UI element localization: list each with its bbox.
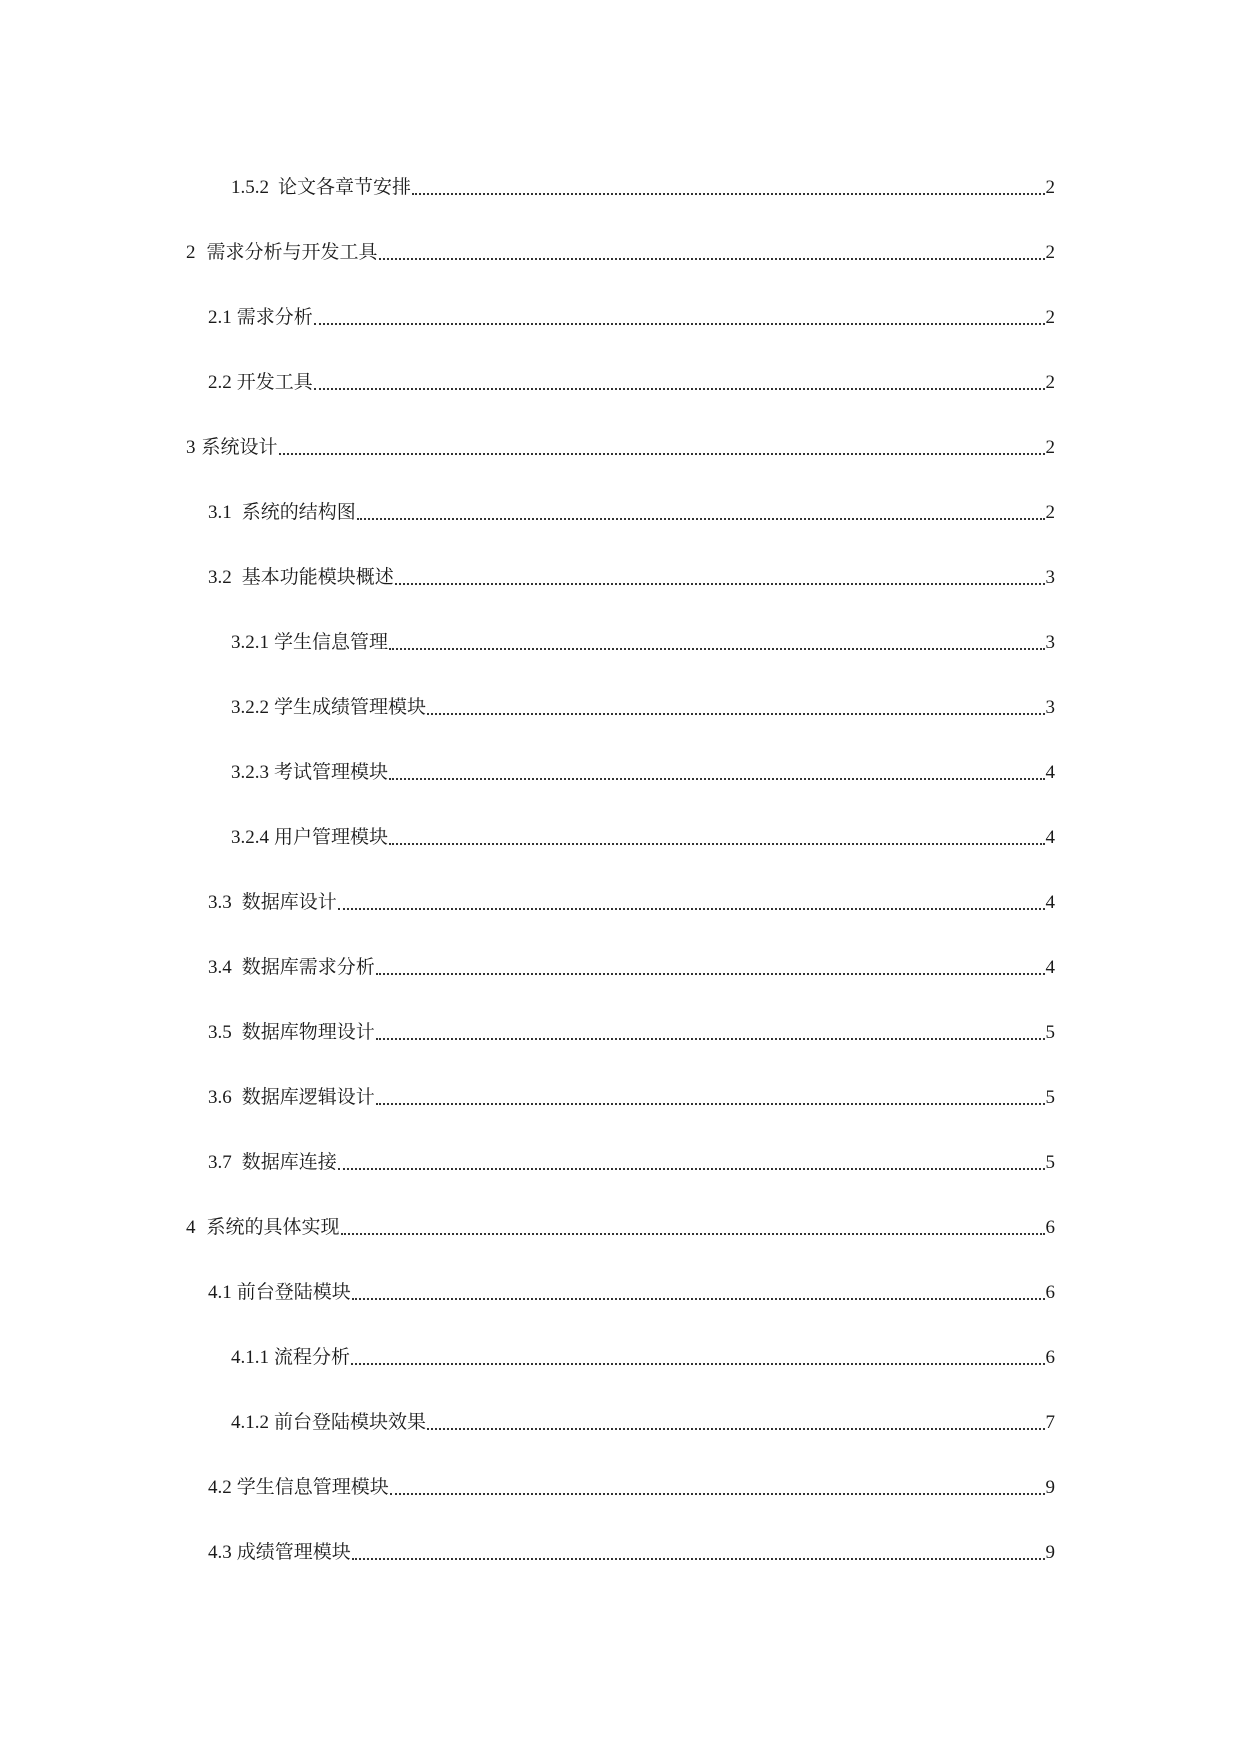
- toc-entry-title: 需求分析与开发工具: [206, 242, 378, 263]
- toc-entry-title: 学生成绩管理模块: [274, 697, 427, 718]
- toc-entry-title: 数据库物理设计: [241, 1022, 375, 1043]
- dot-leader: [376, 969, 1045, 975]
- toc-entry-3-1[interactable]: [208, 494, 1055, 524]
- dot-leader: [376, 1034, 1045, 1040]
- toc-entry-page-number: 2: [1045, 307, 1055, 328]
- toc-entry-4-3[interactable]: [208, 1534, 1055, 1564]
- toc-entry-number: 3.2: [208, 567, 232, 588]
- toc-entry-page-number: 6: [1045, 1347, 1055, 1368]
- toc-entry-page-number: 4: [1045, 957, 1055, 978]
- toc-entry-page-number: 4: [1045, 827, 1055, 848]
- toc-entry-title: 需求分析: [236, 307, 313, 328]
- toc-entry-3[interactable]: [186, 429, 1055, 459]
- toc-entry-page-number: 3: [1045, 632, 1055, 653]
- toc-entry-2-2[interactable]: [208, 364, 1055, 394]
- toc-entry-number: 3.1: [208, 502, 232, 523]
- dot-leader: [338, 1164, 1045, 1170]
- dot-leader: [390, 1489, 1045, 1495]
- toc-entry-number: 3: [186, 437, 196, 458]
- toc-entry-number: 2: [186, 242, 196, 263]
- toc-entry-page-number: 6: [1045, 1282, 1055, 1303]
- toc-entry-page-number: 2: [1045, 437, 1055, 458]
- toc-entry-page-number: 9: [1045, 1542, 1055, 1563]
- toc-entry-title: 数据库连接: [241, 1152, 337, 1173]
- toc-entry-3-5[interactable]: [208, 1014, 1055, 1044]
- toc-entry-page-number: 2: [1045, 502, 1055, 523]
- toc-entry-3-2-1[interactable]: [231, 624, 1055, 654]
- toc-entry-title: 考试管理模块: [274, 762, 389, 783]
- toc-entry-3-2[interactable]: [208, 559, 1055, 589]
- toc-entry-title: 系统的结构图: [241, 502, 356, 523]
- dot-leader: [314, 384, 1045, 390]
- dot-leader: [389, 774, 1044, 780]
- toc-entry-4-1-1[interactable]: [231, 1339, 1055, 1369]
- toc-entry-page-number: 2: [1045, 242, 1055, 263]
- dot-leader: [351, 1359, 1044, 1365]
- toc-entry-title: 数据库逻辑设计: [241, 1087, 375, 1108]
- toc-entry-title: 系统设计: [201, 437, 278, 458]
- toc-entry-3-2-2[interactable]: [231, 689, 1055, 719]
- toc-entry-page-number: 5: [1045, 1087, 1055, 1108]
- toc-entry-title: 数据库设计: [241, 892, 337, 913]
- toc-entry-4-1[interactable]: [208, 1274, 1055, 1304]
- dot-leader: [314, 319, 1045, 325]
- toc-entry-3-6[interactable]: [208, 1079, 1055, 1109]
- toc-entry-number: 3.2.3: [231, 762, 269, 783]
- toc-entry-page-number: 3: [1045, 697, 1055, 718]
- toc-entry-number: 1.5.2: [231, 177, 269, 198]
- dot-leader: [427, 709, 1044, 715]
- toc-entry-number: 2.1: [208, 307, 232, 328]
- toc-entry-page-number: 7: [1045, 1412, 1055, 1433]
- toc-entry-page-number: 2: [1045, 177, 1055, 198]
- toc-entry-1-5-2[interactable]: [231, 169, 1055, 199]
- dot-leader: [352, 1554, 1045, 1560]
- dot-leader: [412, 189, 1044, 195]
- dot-leader: [427, 1424, 1044, 1430]
- toc-entry-number: 3.3: [208, 892, 232, 913]
- dot-leader: [389, 839, 1044, 845]
- toc-entry-title: 系统的具体实现: [206, 1217, 340, 1238]
- toc-entry-number: 3.2.1: [231, 632, 269, 653]
- toc-entry-4-1-2[interactable]: [231, 1404, 1055, 1434]
- toc-entry-title: 论文各章节安排: [278, 177, 412, 198]
- dot-leader: [389, 644, 1044, 650]
- toc-entry-page-number: 4: [1045, 762, 1055, 783]
- dot-leader: [395, 579, 1045, 585]
- toc-entry-number: 4.3: [208, 1542, 232, 1563]
- toc-entry-number: 4: [186, 1217, 196, 1238]
- toc-entry-number: 4.2: [208, 1477, 232, 1498]
- toc-entry-title: 开发工具: [236, 372, 313, 393]
- dot-leader: [338, 904, 1045, 910]
- toc-entry-2[interactable]: [186, 234, 1055, 264]
- dot-leader: [357, 514, 1045, 520]
- dot-leader: [376, 1099, 1045, 1105]
- toc-entry-3-2-3[interactable]: [231, 754, 1055, 784]
- toc-entry-page-number: 3: [1045, 567, 1055, 588]
- toc-entry-number: 3.2.4: [231, 827, 269, 848]
- toc-entry-page-number: 4: [1045, 892, 1055, 913]
- toc-entry-page-number: 5: [1045, 1022, 1055, 1043]
- toc-entry-title: 数据库需求分析: [241, 957, 375, 978]
- toc-entry-title: 学生信息管理: [274, 632, 389, 653]
- toc-entry-title: 前台登陆模块: [236, 1282, 351, 1303]
- toc-entry-2-1[interactable]: [208, 299, 1055, 329]
- toc-entry-number: 3.2.2: [231, 697, 269, 718]
- toc-entry-title: 学生信息管理模块: [236, 1477, 389, 1498]
- toc-entry-title: 流程分析: [274, 1347, 351, 1368]
- toc-entry-number: 3.4: [208, 957, 232, 978]
- toc-entry-page-number: 2: [1045, 372, 1055, 393]
- toc-entry-page-number: 5: [1045, 1152, 1055, 1173]
- toc-entry-3-4[interactable]: [208, 949, 1055, 979]
- toc-entry-number: 3.5: [208, 1022, 232, 1043]
- toc-entry-title: 用户管理模块: [274, 827, 389, 848]
- dot-leader: [352, 1294, 1045, 1300]
- toc-entry-4[interactable]: [186, 1209, 1055, 1239]
- toc-entry-3-3[interactable]: [208, 884, 1055, 914]
- toc-entry-page-number: 6: [1045, 1217, 1055, 1238]
- toc-entry-3-7[interactable]: [208, 1144, 1055, 1174]
- toc-entry-3-2-4[interactable]: [231, 819, 1055, 849]
- toc-entry-number: 3.6: [208, 1087, 232, 1108]
- dot-leader: [379, 254, 1045, 260]
- toc-entry-number: 2.2: [208, 372, 232, 393]
- toc-entry-number: 4.1.2: [231, 1412, 269, 1433]
- toc-entry-title: 前台登陆模块效果: [274, 1412, 427, 1433]
- toc-entry-page-number: 9: [1045, 1477, 1055, 1498]
- toc-entry-title: 基本功能模块概述: [241, 567, 394, 588]
- toc-entry-number: 3.7: [208, 1152, 232, 1173]
- toc-entry-title: 成绩管理模块: [236, 1542, 351, 1563]
- dot-leader: [279, 449, 1045, 455]
- toc-entry-number: 4.1: [208, 1282, 232, 1303]
- toc-entry-number: 4.1.1: [231, 1347, 269, 1368]
- dot-leader: [341, 1229, 1045, 1235]
- toc-entry-4-2[interactable]: [208, 1469, 1055, 1499]
